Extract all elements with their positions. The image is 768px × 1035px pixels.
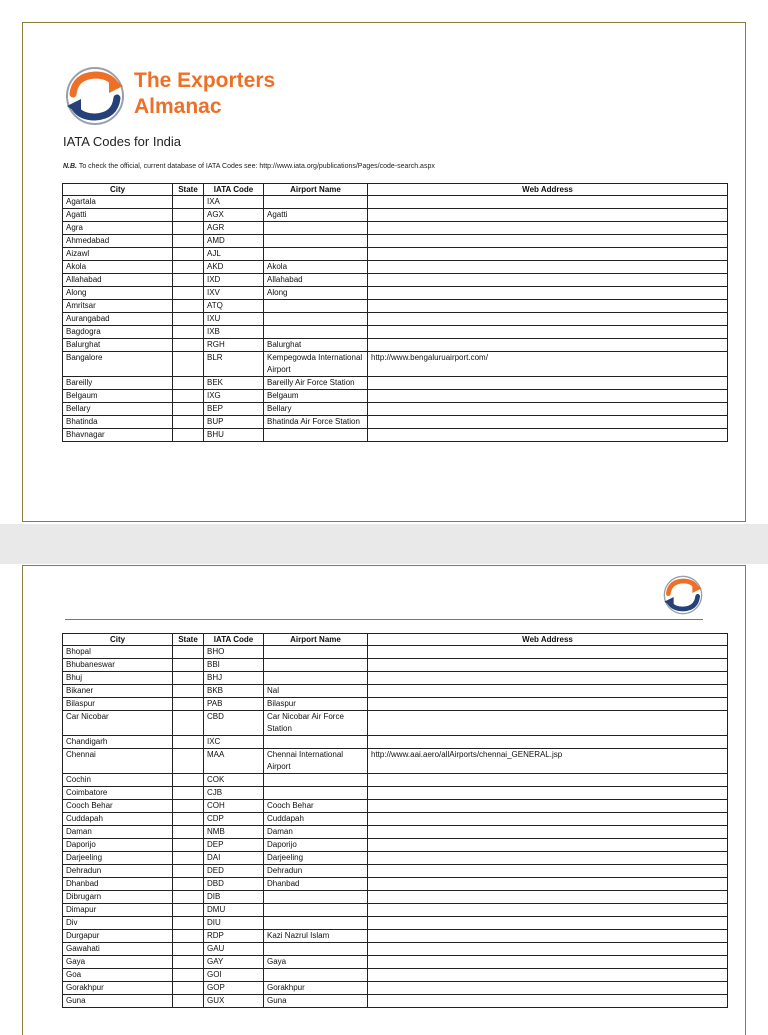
- cell-web-address: [368, 943, 728, 956]
- cell-iata-code: BLR: [204, 352, 264, 377]
- cell-web-address: [368, 787, 728, 800]
- cell-airport-name: Chennai International Airport: [264, 749, 368, 774]
- document-title: IATA Codes for India: [63, 134, 182, 149]
- cell-airport-name: Belgaum: [264, 390, 368, 403]
- cell-iata-code: GOP: [204, 982, 264, 995]
- cell-iata-code: CDP: [204, 813, 264, 826]
- cell-iata-code: AKD: [204, 261, 264, 274]
- cell-iata-code: CJB: [204, 787, 264, 800]
- cell-web-address: [368, 852, 728, 865]
- cell-web-address: [368, 313, 728, 326]
- cell-city: Bellary: [63, 403, 173, 416]
- cell-airport-name: [264, 659, 368, 672]
- table-row: [63, 813, 728, 826]
- cell-city: Darjeeling: [63, 852, 173, 865]
- cell-web-address: [368, 685, 728, 698]
- table-row: [63, 698, 728, 711]
- cell-web-address: [368, 248, 728, 261]
- cell-iata-code: MAA: [204, 749, 264, 774]
- cell-iata-code: DBD: [204, 878, 264, 891]
- cell-iata-code: BHU: [204, 429, 264, 442]
- cell-web-address: [368, 377, 728, 390]
- cell-city: Agatti: [63, 209, 173, 222]
- cell-state: [173, 339, 204, 352]
- cell-web-address: [368, 711, 728, 736]
- table-row: [63, 917, 728, 930]
- table-row: [63, 774, 728, 787]
- cell-web-address: [368, 390, 728, 403]
- cell-state: [173, 698, 204, 711]
- table-row: [63, 377, 728, 390]
- table-row: [63, 852, 728, 865]
- cell-city: Bhatinda: [63, 416, 173, 429]
- cell-state: [173, 839, 204, 852]
- table-row: [63, 711, 728, 736]
- cell-iata-code: COH: [204, 800, 264, 813]
- cell-state: [173, 287, 204, 300]
- table-row: [63, 352, 728, 377]
- cell-web-address: [368, 826, 728, 839]
- cell-airport-name: [264, 736, 368, 749]
- cell-airport-name: Allahabad: [264, 274, 368, 287]
- cell-iata-code: IXB: [204, 326, 264, 339]
- table-body: [63, 196, 728, 442]
- table-row: [63, 287, 728, 300]
- cell-city: Bagdogra: [63, 326, 173, 339]
- cell-state: [173, 904, 204, 917]
- table-row: [63, 839, 728, 852]
- cell-web-address: [368, 930, 728, 943]
- cell-web-address: [368, 813, 728, 826]
- cell-city: Bhuj: [63, 672, 173, 685]
- cell-airport-name: Balurghat: [264, 339, 368, 352]
- cell-airport-name: [264, 969, 368, 982]
- cell-web-address: [368, 429, 728, 442]
- cell-airport-name: Akola: [264, 261, 368, 274]
- cell-airport-name: [264, 235, 368, 248]
- cell-state: [173, 787, 204, 800]
- cell-state: [173, 416, 204, 429]
- cell-iata-code: PAB: [204, 698, 264, 711]
- cell-airport-name: Daporijo: [264, 839, 368, 852]
- cell-state: [173, 917, 204, 930]
- cell-web-address: [368, 339, 728, 352]
- cell-city: Agartala: [63, 196, 173, 209]
- cell-state: [173, 352, 204, 377]
- cell-city: Bikaner: [63, 685, 173, 698]
- table-row: [63, 969, 728, 982]
- table-row: [63, 982, 728, 995]
- iata-table-page-1: [62, 183, 728, 442]
- table-row: [63, 300, 728, 313]
- cell-iata-code: BEK: [204, 377, 264, 390]
- cell-state: [173, 222, 204, 235]
- col-header-web-address: Web Address: [368, 184, 728, 196]
- table-row: [63, 274, 728, 287]
- cell-city: Allahabad: [63, 274, 173, 287]
- cell-city: Bareilly: [63, 377, 173, 390]
- cell-state: [173, 813, 204, 826]
- cell-iata-code: AGR: [204, 222, 264, 235]
- cell-iata-code: BBI: [204, 659, 264, 672]
- brand-line-2: Almanac: [134, 95, 222, 118]
- exporters-almanac-logo-small-icon: [663, 575, 703, 615]
- cell-state: [173, 196, 204, 209]
- cell-web-address: [368, 209, 728, 222]
- cell-state: [173, 891, 204, 904]
- col-header-city: City: [63, 184, 173, 196]
- cell-state: [173, 995, 204, 1008]
- cell-web-address: [368, 904, 728, 917]
- cell-iata-code: DAI: [204, 852, 264, 865]
- cell-city: Dibrugarn: [63, 891, 173, 904]
- cell-state: [173, 300, 204, 313]
- cell-state: [173, 377, 204, 390]
- col-header-iata-code: IATA Code: [204, 184, 264, 196]
- note-label: N.B.: [63, 163, 77, 170]
- cell-city: Bhopal: [63, 646, 173, 659]
- cell-state: [173, 852, 204, 865]
- cell-state: [173, 209, 204, 222]
- cell-iata-code: BEP: [204, 403, 264, 416]
- cell-airport-name: Along: [264, 287, 368, 300]
- table-row: [63, 891, 728, 904]
- cell-city: Gawahati: [63, 943, 173, 956]
- cell-airport-name: Cooch Behar: [264, 800, 368, 813]
- cell-iata-code: AMD: [204, 235, 264, 248]
- cell-iata-code: DMU: [204, 904, 264, 917]
- cell-city: Guna: [63, 995, 173, 1008]
- table-row: [63, 313, 728, 326]
- brand-name: [134, 68, 275, 120]
- cell-airport-name: [264, 646, 368, 659]
- cell-state: [173, 390, 204, 403]
- cell-web-address: [368, 300, 728, 313]
- table-row: [63, 326, 728, 339]
- cell-iata-code: NMB: [204, 826, 264, 839]
- cell-city: Aurangabad: [63, 313, 173, 326]
- cell-city: Cuddapah: [63, 813, 173, 826]
- cell-city: Amritsar: [63, 300, 173, 313]
- cell-iata-code: BKB: [204, 685, 264, 698]
- table-row: [63, 865, 728, 878]
- cell-state: [173, 826, 204, 839]
- cell-web-address: [368, 839, 728, 852]
- table-row: [63, 659, 728, 672]
- cell-state: [173, 403, 204, 416]
- cell-web-address: [368, 865, 728, 878]
- cell-city: Bilaspur: [63, 698, 173, 711]
- cell-web-address: [368, 995, 728, 1008]
- table-row: [63, 736, 728, 749]
- cell-city: Dimapur: [63, 904, 173, 917]
- cell-iata-code: GAY: [204, 956, 264, 969]
- document-page-2: [22, 565, 746, 1035]
- cell-city: Bangalore: [63, 352, 173, 377]
- table-row: [63, 429, 728, 442]
- cell-city: Durgapur: [63, 930, 173, 943]
- table-row: [63, 390, 728, 403]
- cell-airport-name: [264, 904, 368, 917]
- cell-state: [173, 969, 204, 982]
- cell-city: Belgaum: [63, 390, 173, 403]
- page-gap: [0, 524, 768, 564]
- cell-state: [173, 943, 204, 956]
- cell-iata-code: IXA: [204, 196, 264, 209]
- cell-web-address: [368, 222, 728, 235]
- table-row: [63, 646, 728, 659]
- cell-state: [173, 956, 204, 969]
- cell-iata-code: IXG: [204, 390, 264, 403]
- cell-airport-name: Gaya: [264, 956, 368, 969]
- cell-airport-name: Agatti: [264, 209, 368, 222]
- cell-iata-code: DEP: [204, 839, 264, 852]
- cell-airport-name: Guna: [264, 995, 368, 1008]
- table-row: [63, 995, 728, 1008]
- table-row: [63, 787, 728, 800]
- col-header-state: State: [173, 634, 204, 646]
- table-row: [63, 800, 728, 813]
- cell-airport-name: Bellary: [264, 403, 368, 416]
- cell-web-address: [368, 261, 728, 274]
- cell-state: [173, 235, 204, 248]
- cell-airport-name: Bareilly Air Force Station: [264, 377, 368, 390]
- cell-state: [173, 982, 204, 995]
- cell-city: Gorakhpur: [63, 982, 173, 995]
- cell-state: [173, 774, 204, 787]
- cell-airport-name: Car Nicobar Air Force Station: [264, 711, 368, 736]
- cell-city: Along: [63, 287, 173, 300]
- table-row: [63, 904, 728, 917]
- cell-state: [173, 930, 204, 943]
- cell-iata-code: GOI: [204, 969, 264, 982]
- cell-iata-code: GAU: [204, 943, 264, 956]
- cell-web-address: [368, 416, 728, 429]
- cell-web-address: [368, 956, 728, 969]
- cell-city: Akola: [63, 261, 173, 274]
- cell-city: Agra: [63, 222, 173, 235]
- cell-city: Goa: [63, 969, 173, 982]
- table-row: [63, 930, 728, 943]
- cell-web-address: [368, 403, 728, 416]
- cell-web-address: [368, 326, 728, 339]
- cell-web-address: [368, 698, 728, 711]
- cell-web-address: [368, 736, 728, 749]
- cell-state: [173, 274, 204, 287]
- cell-iata-code: RGH: [204, 339, 264, 352]
- col-header-state: State: [173, 184, 204, 196]
- exporters-almanac-logo-icon: [65, 66, 125, 126]
- cell-airport-name: Gorakhpur: [264, 982, 368, 995]
- cell-state: [173, 646, 204, 659]
- table-row: [63, 235, 728, 248]
- table-row: [63, 878, 728, 891]
- cell-airport-name: [264, 300, 368, 313]
- cell-state: [173, 711, 204, 736]
- cell-city: Ahmedabad: [63, 235, 173, 248]
- col-header-airport-name: Airport Name: [264, 634, 368, 646]
- cell-web-address: [368, 672, 728, 685]
- cell-iata-code: CBD: [204, 711, 264, 736]
- table-header-row: [63, 184, 728, 196]
- cell-web-address: [368, 196, 728, 209]
- cell-airport-name: [264, 917, 368, 930]
- table-row: [63, 943, 728, 956]
- cell-iata-code: IXU: [204, 313, 264, 326]
- cell-airport-name: Dehradun: [264, 865, 368, 878]
- cell-city: Chandigarh: [63, 736, 173, 749]
- col-header-web-address: Web Address: [368, 634, 728, 646]
- cell-state: [173, 659, 204, 672]
- cell-airport-name: [264, 787, 368, 800]
- col-header-city: City: [63, 634, 173, 646]
- cell-airport-name: [264, 313, 368, 326]
- cell-airport-name: [264, 891, 368, 904]
- iata-table-page-2: [62, 633, 728, 1008]
- cell-web-address: [368, 774, 728, 787]
- document-page-1: [22, 22, 746, 522]
- table-row: [63, 196, 728, 209]
- table-row: [63, 956, 728, 969]
- cell-airport-name: Bhatinda Air Force Station: [264, 416, 368, 429]
- cell-state: [173, 248, 204, 261]
- cell-state: [173, 878, 204, 891]
- cell-airport-name: [264, 774, 368, 787]
- cell-web-address: [368, 274, 728, 287]
- note-text: To check the official, current database of IATA Codes see: http://www.iata.org/publications/Pages/code-search.aspx: [77, 163, 435, 170]
- cell-iata-code: IXC: [204, 736, 264, 749]
- table-row: [63, 826, 728, 839]
- cell-airport-name: Daman: [264, 826, 368, 839]
- cell-airport-name: [264, 672, 368, 685]
- table-row: [63, 261, 728, 274]
- cell-iata-code: GUX: [204, 995, 264, 1008]
- cell-web-address: [368, 235, 728, 248]
- table-row: [63, 222, 728, 235]
- cell-city: Bhavnagar: [63, 429, 173, 442]
- cell-web-address: [368, 646, 728, 659]
- cell-web-address: [368, 287, 728, 300]
- cell-city: Daman: [63, 826, 173, 839]
- cell-city: Car Nicobar: [63, 711, 173, 736]
- table-row: [63, 416, 728, 429]
- source-note: [63, 163, 435, 170]
- cell-city: Dhanbad: [63, 878, 173, 891]
- table-row: [63, 672, 728, 685]
- cell-city: Div: [63, 917, 173, 930]
- cell-web-address: http://www.aai.aero/allAirports/chennai_GENERAL.jsp: [368, 749, 728, 774]
- cell-city: Aizawl: [63, 248, 173, 261]
- cell-web-address: http://www.bengaluruairport.com/: [368, 352, 728, 377]
- col-header-iata-code: IATA Code: [204, 634, 264, 646]
- cell-iata-code: ATQ: [204, 300, 264, 313]
- cell-city: Gaya: [63, 956, 173, 969]
- cell-airport-name: Cuddapah: [264, 813, 368, 826]
- cell-state: [173, 429, 204, 442]
- table-row: [63, 403, 728, 416]
- table-row: [63, 209, 728, 222]
- cell-state: [173, 685, 204, 698]
- cell-city: Cooch Behar: [63, 800, 173, 813]
- cell-city: Coimbatore: [63, 787, 173, 800]
- cell-airport-name: Darjeeling: [264, 852, 368, 865]
- cell-city: Cochin: [63, 774, 173, 787]
- cell-airport-name: [264, 943, 368, 956]
- brand-line-1: The Exporters: [134, 69, 276, 92]
- cell-airport-name: [264, 326, 368, 339]
- cell-airport-name: [264, 196, 368, 209]
- header-rule: [65, 619, 703, 620]
- cell-web-address: [368, 659, 728, 672]
- col-header-airport-name: Airport Name: [264, 184, 368, 196]
- cell-web-address: [368, 917, 728, 930]
- cell-iata-code: RDP: [204, 930, 264, 943]
- cell-web-address: [368, 800, 728, 813]
- table-body: [63, 646, 728, 1008]
- cell-airport-name: Dhanbad: [264, 878, 368, 891]
- cell-iata-code: COK: [204, 774, 264, 787]
- table-row: [63, 749, 728, 774]
- cell-city: Balurghat: [63, 339, 173, 352]
- cell-iata-code: BHJ: [204, 672, 264, 685]
- cell-state: [173, 672, 204, 685]
- cell-iata-code: AJL: [204, 248, 264, 261]
- table-row: [63, 339, 728, 352]
- cell-state: [173, 749, 204, 774]
- cell-city: Dehradun: [63, 865, 173, 878]
- cell-iata-code: DED: [204, 865, 264, 878]
- cell-airport-name: [264, 429, 368, 442]
- cell-airport-name: Kazi Nazrul Islam: [264, 930, 368, 943]
- cell-web-address: [368, 878, 728, 891]
- cell-web-address: [368, 969, 728, 982]
- cell-state: [173, 800, 204, 813]
- cell-city: Bhubaneswar: [63, 659, 173, 672]
- cell-state: [173, 736, 204, 749]
- cell-iata-code: DIB: [204, 891, 264, 904]
- cell-iata-code: BUP: [204, 416, 264, 429]
- table-row: [63, 248, 728, 261]
- cell-airport-name: Kempegowda International Airport: [264, 352, 368, 377]
- cell-city: Chennai: [63, 749, 173, 774]
- cell-web-address: [368, 982, 728, 995]
- cell-iata-code: IXD: [204, 274, 264, 287]
- cell-airport-name: [264, 222, 368, 235]
- cell-state: [173, 326, 204, 339]
- cell-iata-code: BHO: [204, 646, 264, 659]
- cell-state: [173, 865, 204, 878]
- cell-iata-code: AGX: [204, 209, 264, 222]
- cell-web-address: [368, 891, 728, 904]
- table-row: [63, 685, 728, 698]
- cell-state: [173, 313, 204, 326]
- cell-airport-name: Bilaspur: [264, 698, 368, 711]
- table-header-row: [63, 634, 728, 646]
- cell-iata-code: DIU: [204, 917, 264, 930]
- cell-state: [173, 261, 204, 274]
- cell-airport-name: Nal: [264, 685, 368, 698]
- cell-iata-code: IXV: [204, 287, 264, 300]
- cell-airport-name: [264, 248, 368, 261]
- cell-city: Daporijo: [63, 839, 173, 852]
